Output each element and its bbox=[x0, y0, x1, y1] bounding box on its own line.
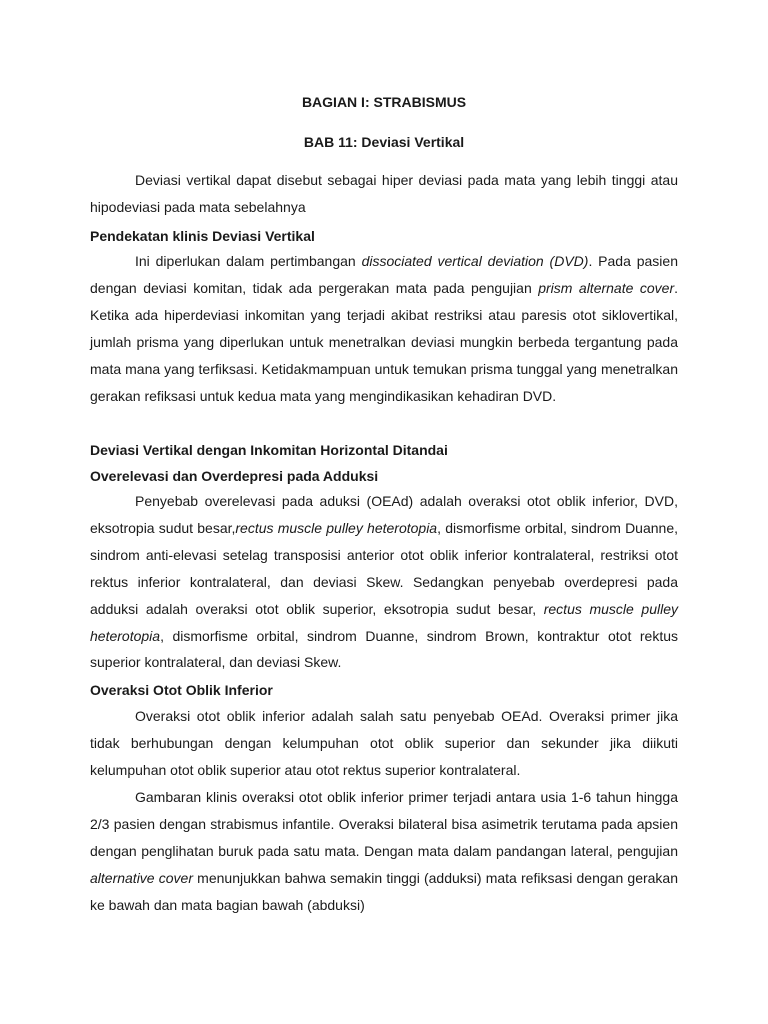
heading-incomitant: Deviasi Vertikal dengan Inkomitan Horizontal Ditandai bbox=[90, 442, 448, 458]
paragraph-overaction-1: Overaksi otot oblik inferior adalah salah satu penyebab OEAd. Overaksi primer jika tidak berhubungan dengan kelumpuhan otot oblik superior dan sekunder jika diikuti kelumpuhan otot oblik superior atau otot rektus superior kontralateral. bbox=[90, 708, 678, 778]
paragraph-clinical-approach bbox=[90, 248, 678, 409]
heading-inferior-oblique-overaction: Overaksi Otot Oblik Inferior bbox=[90, 682, 273, 698]
italic-term: rectus muscle pulley heterotopia bbox=[235, 519, 438, 536]
italic-term: rectus muscle pulley heterotopia bbox=[90, 600, 678, 644]
italic-term: prism alternate cover bbox=[538, 279, 675, 296]
text-run: menunjukkan bahwa semakin tinggi (adduksi) mata refiksasi dengan gerakan ke bawah dan mata bagian bawah (abduksi) bbox=[90, 869, 678, 913]
paragraph-adduction bbox=[90, 488, 678, 676]
heading-adduction: Overelevasi dan Overdepresi pada Adduksi bbox=[90, 468, 379, 484]
italic-term: alternative cover bbox=[90, 869, 193, 886]
heading-clinical-approach: Pendekatan klinis Deviasi Vertikal bbox=[90, 228, 315, 244]
text-run: . Pada pasien dengan deviasi komitan, tidak ada pergerakan mata pada pengujian bbox=[90, 253, 678, 296]
italic-term: dissociated vertical deviation (DVD) bbox=[361, 253, 589, 269]
text-run: Ini diperlukan dalam pertimbangan bbox=[135, 253, 362, 269]
text-run: , dismorfisme orbital, sindrom Duanne, sindrom Brown, kontraktur otot rektus superior kontralateral, dan deviasi Skew. bbox=[90, 627, 678, 671]
part-title: BAGIAN I: STRABISMUS bbox=[301, 94, 467, 110]
intro-paragraph: Deviasi vertikal dapat disebut sebagai hiper deviasi pada mata yang lebih tinggi atau hipodeviasi pada mata sebelahnya bbox=[90, 172, 678, 215]
text-run: Gambaran klinis overaksi otot oblik inferior primer terjadi antara usia 1-6 tahun hingga 2/3 pasien dengan strabismus infantile. Overaksi bilateral bisa asimetrik terutama pada apsien dengan penglihatan buruk pada satu mata. Dengan mata dalam pandangan lateral, pengujian bbox=[90, 789, 678, 859]
text-run: Penyebab overelevasi pada aduksi (OEAd) adalah overaksi otot oblik inferior, DVD, eksotropia sudut besar, bbox=[90, 493, 678, 536]
chapter-title: BAB 11: Deviasi Vertikal bbox=[303, 134, 465, 150]
text-run: . Ketika ada hiperdeviasi inkomitan yang terjadi akibat restriksi atau paresis otot siklovertikal, jumlah prisma yang diperlukan untuk menetralkan deviasi mungkin berbeda tergantung pada mata mana yang terfiksasi. Ketidakmampuan untuk temukan prisma tunggal yang menetralkan gerakan refiksasi untuk kedua mata yang mengindikasikan kehadiran DVD. bbox=[90, 279, 678, 404]
text-run: , dismorfisme orbital, sindrom Duanne, sindrom anti-elevasi setelag transposisi anterior otot oblik inferior kontralateral, restriksi otot rektus inferior kontralateral, dan deviasi Skew. Sedangkan penyebab overdepresi pada adduksi adalah overaksi otot oblik superior, eksotropia sudut besar, bbox=[90, 519, 678, 617]
paragraph-overaction-2 bbox=[90, 784, 678, 919]
